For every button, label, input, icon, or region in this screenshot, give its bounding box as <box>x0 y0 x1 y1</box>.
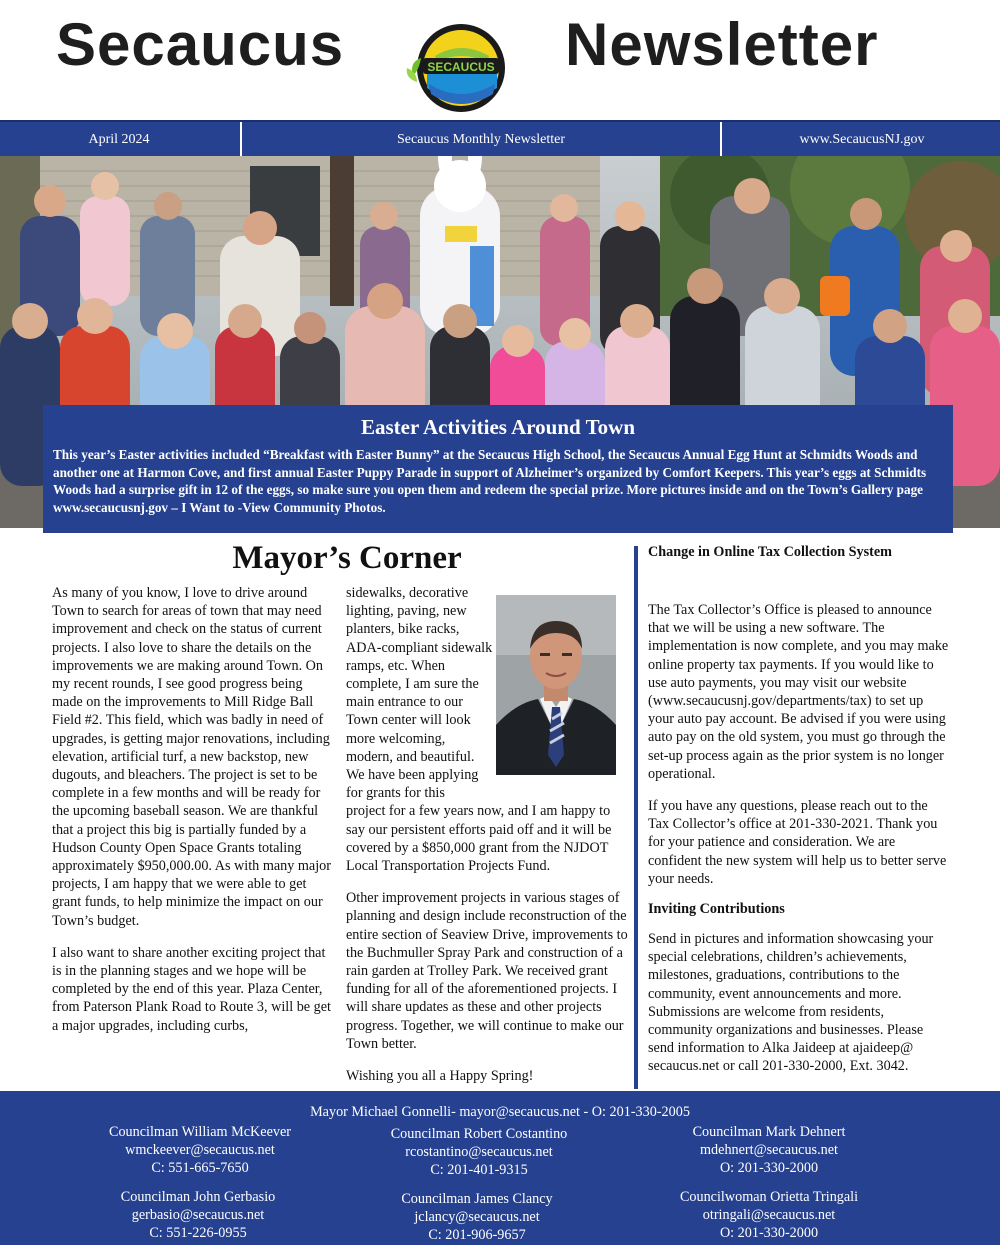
issue-date: April 2024 <box>88 132 150 147</box>
council-member-card <box>329 1125 629 1179</box>
mayors-corner-paragraph: sidewalks, decorative lighting, paving, new planters, bike racks, ADA-compliant sidewalk ramps, etc. When complete, I am sure the main entrance to our Town center will look more welcoming, modern, and beautiful. We have been applying for grants for this <box>346 585 493 802</box>
masthead-title-right: Newsletter <box>565 11 879 78</box>
council-member-card <box>619 1123 919 1177</box>
column-divider <box>634 546 638 1089</box>
council-member-name: Councilman Mark Dehnert <box>692 1124 846 1140</box>
easter-caption-box <box>43 405 953 533</box>
tax-paragraph: If you have any questions, please reach out to the Tax Collector’s office at 201-330-2021. Thank you for your patience and consideration. We are confident the new system will help us to better serve your needs. <box>648 798 947 887</box>
newsletter-subtitle: Secaucus Monthly Newsletter <box>240 122 722 156</box>
council-footer <box>0 1091 1000 1245</box>
info-bar <box>0 120 1000 156</box>
council-member-phone: C: 551-226-0955 <box>149 1225 247 1241</box>
council-member-email[interactable]: mdehnert@secaucus.net <box>700 1142 838 1158</box>
mayor-contact: Mayor Michael Gonnelli- mayor@secaucus.net - O: 201-330-2005 <box>310 1104 690 1120</box>
contributions-title: Inviting Contributions <box>648 901 785 917</box>
council-member-card <box>327 1190 627 1244</box>
mayors-corner-paragraph: As many of you know, I love to drive around Town to search for areas of town that may need improvement and check on the status of current projects. I also love to share the details on the improvements we are making around Town. On my recent rounds, I see good progress being made on the improvements to Mill Ridge Ball Field #2. This field, which was badly in need of upgrades, is getting major renovations, including elevation, artificial turf, a new backstop, new dugouts, and bleachers. The project is set to be complete in a few months and will be ready for the upcoming baseball season. We are thankful that a project this big is partially funded by a Hudson County Open Space Grants totaling approximately $950,000.00. As with many major projects, I am happy that we were able to get grant funds, to help minimize the impact on our Town’s budget. <box>52 585 331 929</box>
mayors-corner-paragraph: project for a few years now, and I am happy to say our persistent efforts paid off and it will be covered by a $850,000 grant from the NJDOT Local Transportation Projects Fund. <box>346 803 612 875</box>
council-member-name: Councilwoman Orietta Tringali <box>679 1189 859 1205</box>
website-link[interactable]: www.SecaucusNJ.gov <box>799 132 925 147</box>
mayors-corner-title: Mayor’s Corner <box>232 540 462 576</box>
council-member-name: Councilman Robert Costantino <box>390 1126 568 1142</box>
masthead <box>0 0 1000 120</box>
tax-system-title: Change in Online Tax Collection System <box>648 544 892 560</box>
council-member-phone: C: 201-401-9315 <box>430 1162 528 1178</box>
tax-paragraph: The Tax Collector’s Office is pleased to announce that we will be using a new software. The implementation is now complete, and you may make online property tax payments. If you would like to use auto payments, you may visit our website (www.secaucusnj.gov/departments/tax) to set up your auto pay account. Be advised if you were using auto pay on the old system, you must go through the set-up process again as the prior system is no longer operational. <box>648 602 949 782</box>
logo-lettering: SECAUCUS <box>427 60 495 74</box>
mayor-portrait <box>496 595 616 775</box>
easter-caption-title: Easter Activities Around Town <box>360 415 636 439</box>
council-member-phone: C: 551-665-7650 <box>151 1160 249 1176</box>
easter-caption-text: This year’s Easter activities included “Breakfast with Easter Bunny” at the Secaucus High School, the Secaucus Annual Egg Hunt at Schmidts Woods and another one at Harmon Cove, and first annual Easter Puppy Parade in support of Alzheimer’s organized by Comfort Keepers. This year’s eggs at Schmidts Woods had a surprise gift in 12 of the eggs, so make sure you open them and redeem the special prize. More pictures inside and on the Town’s Gallery page www.secaucusnj.gov – I Want to -View Community Photos. <box>53 447 927 515</box>
council-member-card <box>48 1188 348 1242</box>
council-member-email[interactable]: jclancy@secaucus.net <box>414 1209 540 1225</box>
council-member-name: Councilman James Clancy <box>401 1191 553 1207</box>
council-member-phone: O: 201-330-2000 <box>719 1225 819 1241</box>
mayors-corner-paragraph: Other improvement projects in various stages of planning and design include reconstruction of the entire section of Seaview Drive, improvements to the Buchmuller Spray Park and construction of a rain garden at Trolley Park. We received grant funding for all of the aforementioned projects. I will share updates as these and other projects progress. Together, we will continue to make our Town better. <box>346 890 628 1052</box>
contributions-paragraph: Send in pictures and information showcasing your special celebrations, children’s achievements, milestones, graduations, contributions to the community, event announcements and more. Submissions are welcome from residents, community organizations and businesses. Please send information to Alka Jaideep at ajaideep@ secaucus.net or call 201-330-2000, Ext. 3042. <box>648 931 934 1075</box>
mayors-corner-paragraph: I also want to share another exciting project that is in the planning stages and we hope will be completed by the end of this year. Plaza Center, from Paterson Plank Road to Route 3, will be get a major upgrades, including curbs, <box>52 944 331 1034</box>
council-member-phone: C: 201-906-9657 <box>428 1227 526 1243</box>
council-member-email[interactable]: wmckeever@secaucus.net <box>125 1142 275 1158</box>
masthead-title-left: Secaucus <box>56 11 345 78</box>
mayors-corner-signoff: Wishing you all a Happy Spring! <box>346 1068 534 1085</box>
council-member-name: Councilman William McKeever <box>109 1124 291 1140</box>
council-member-card <box>619 1188 919 1242</box>
council-member-email[interactable]: gerbasio@secaucus.net <box>131 1207 265 1223</box>
secaucus-logo <box>405 18 515 118</box>
mayors-corner-column-1 <box>52 584 334 1049</box>
council-member-name: Councilman John Gerbasio <box>120 1189 276 1205</box>
tax-system-body <box>648 601 952 902</box>
council-member-card <box>50 1123 350 1177</box>
contributions-body <box>648 930 952 1090</box>
council-member-phone: O: 201-330-2000 <box>719 1160 819 1176</box>
council-member-email[interactable]: rcostantino@secaucus.net <box>405 1144 553 1160</box>
council-member-email[interactable]: otringali@secaucus.net <box>702 1207 836 1223</box>
